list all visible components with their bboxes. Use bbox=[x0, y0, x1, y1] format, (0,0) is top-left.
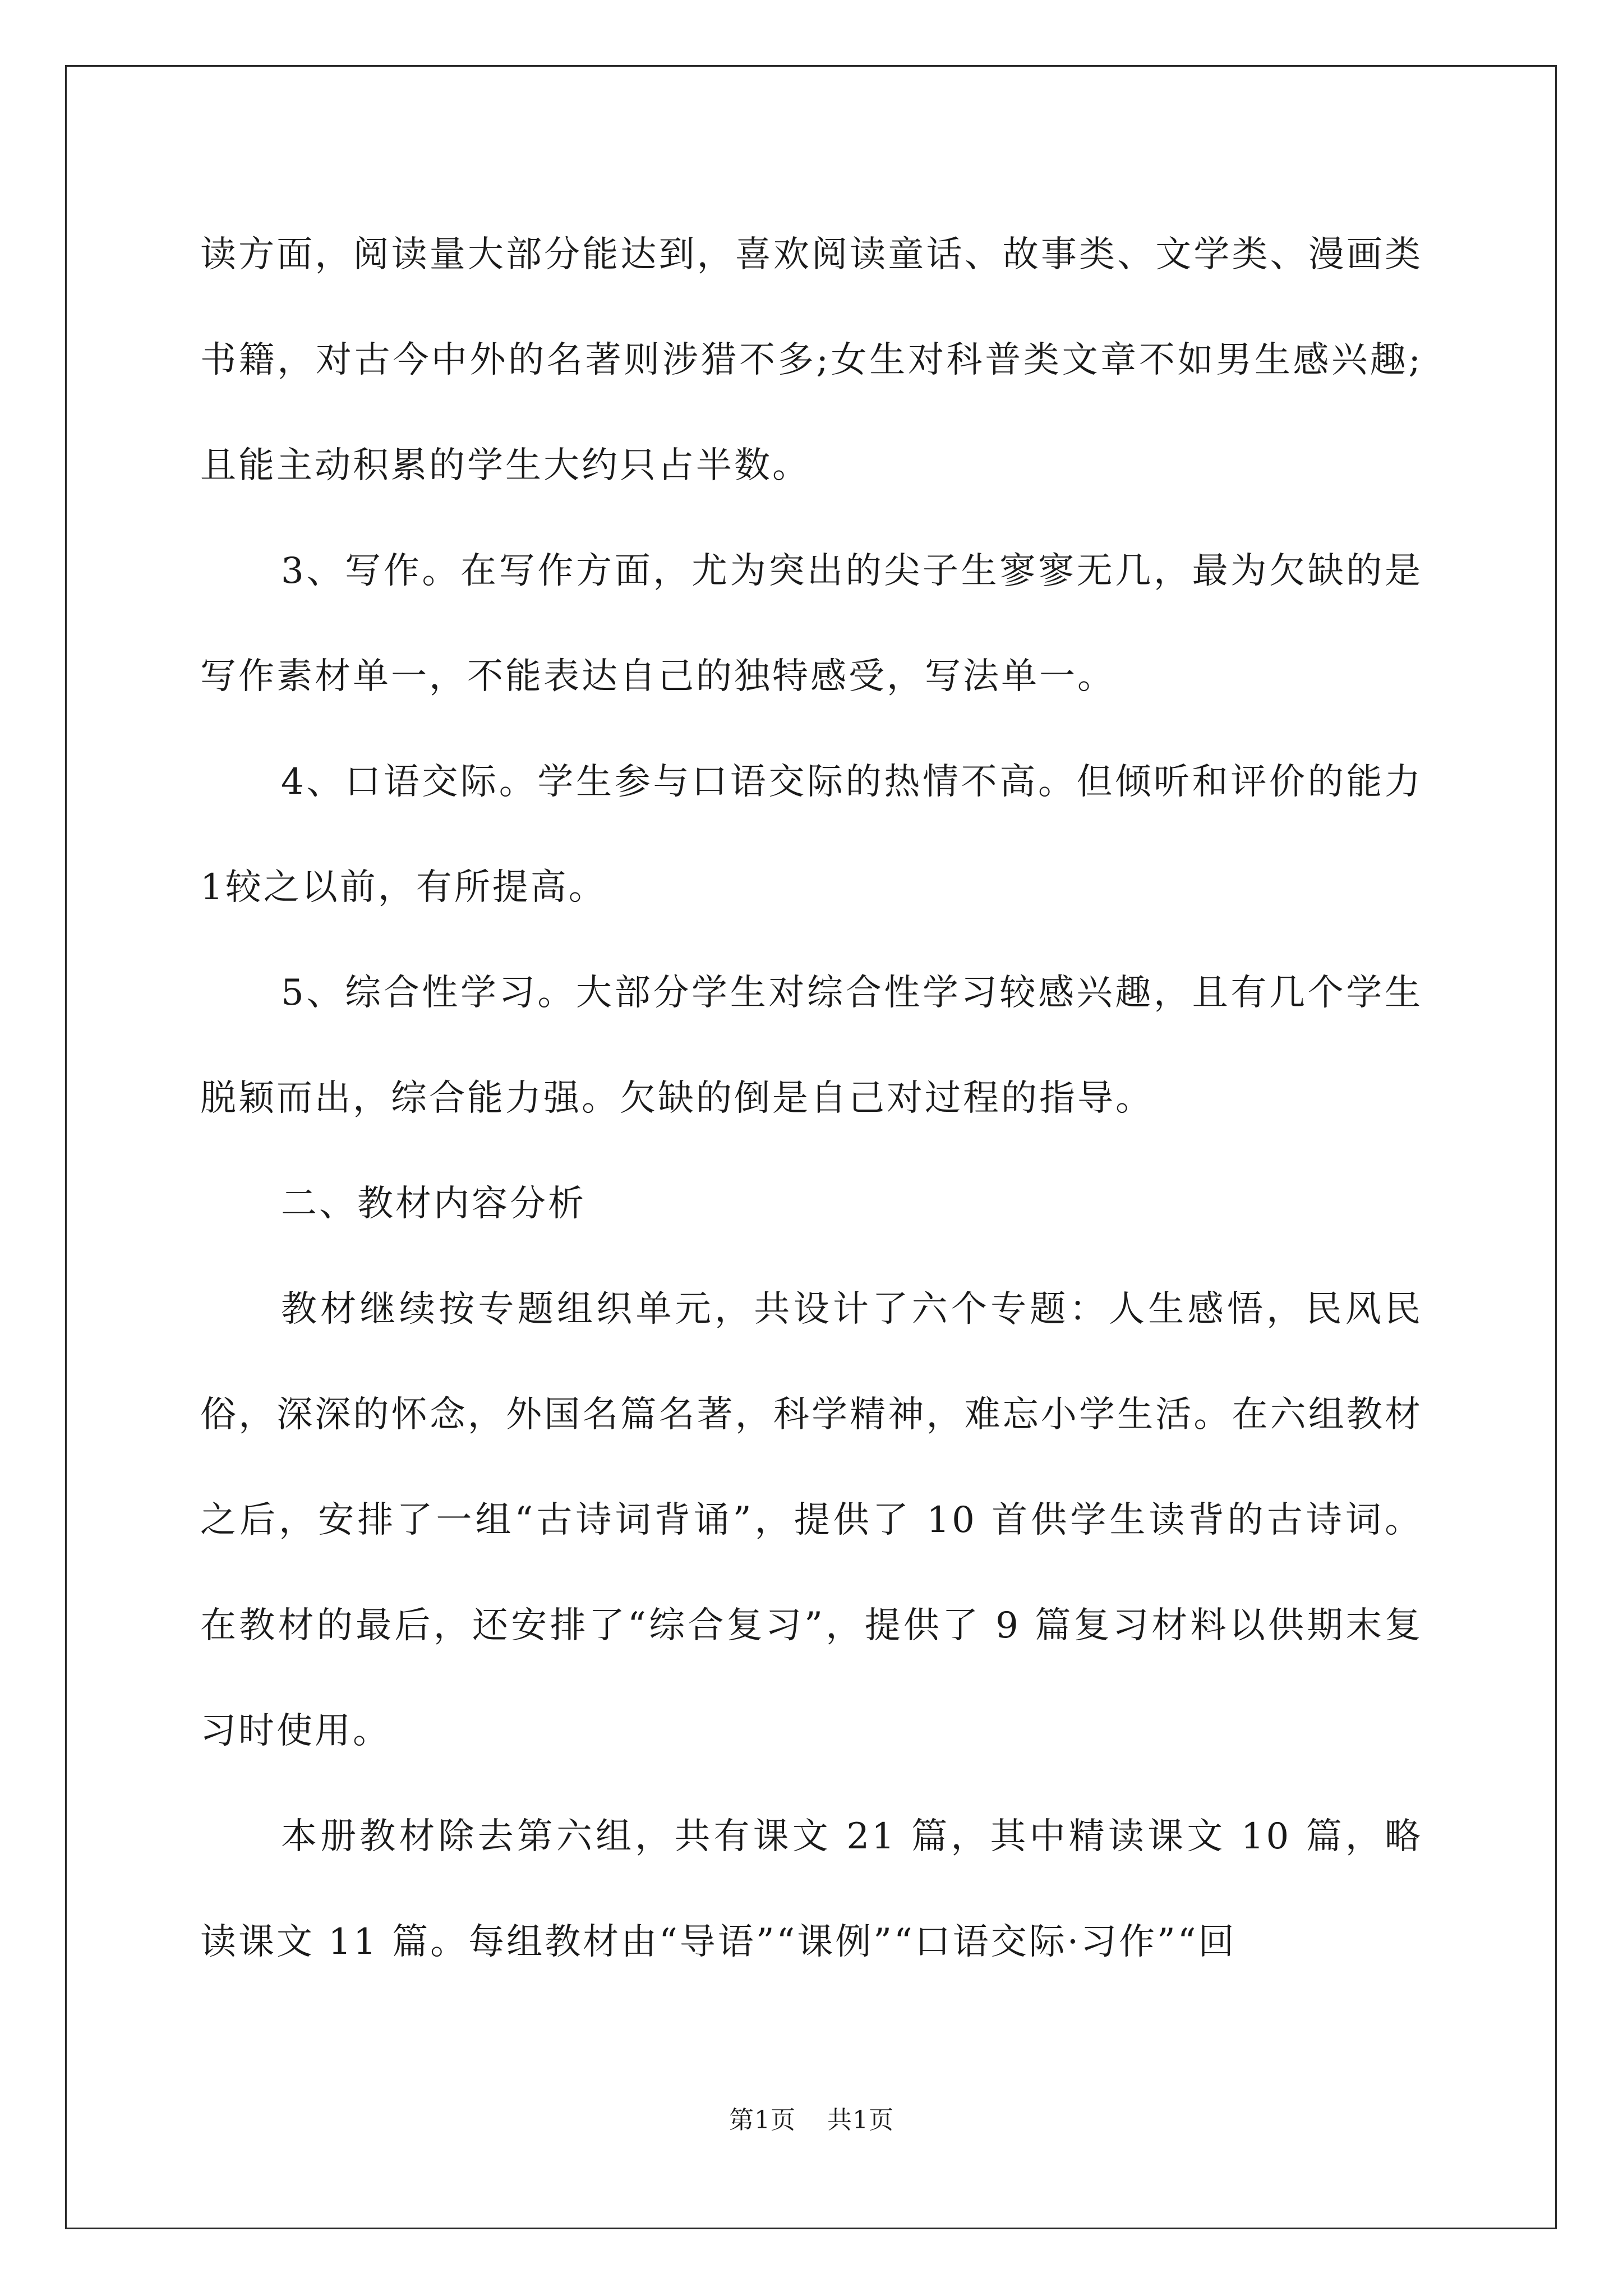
paragraph-textbook-structure: 本册教材除去第六组，共有课文 21 篇，其中精读课文 10 篇，略读课文 11 篇。每组教材由“导语”“课例”“口语交际·习作”“回 bbox=[200, 1816, 1423, 1963]
section-heading-textbook-analysis: 二、教材内容分析 bbox=[281, 1183, 586, 1225]
paragraph-comprehensive-learning: 5、综合性学习。大部分学生对综合性学习较感兴趣，且有几个学生脱颖而出，综合能力强。欠缺的倒是自己对过程的指导。 bbox=[200, 972, 1423, 1119]
paragraph-oral-communication: 4、口语交际。学生参与口语交际的热情不高。但倾听和评价的能力 1较之以前，有所提高。 bbox=[200, 761, 1423, 908]
paragraph-textbook-themes: 教材继续按专题组织单元，共设计了六个专题：人生感悟，民风民俗，深深的怀念，外国名篇名著，科学精神，难忘小学生活。在六组教材之后，安排了一组“古诗词背诵”，提供了 10 首供学生读背的古诗词。在教材的最后，还安排了“综合复习”，提供了 9 篇复习材料以供期末复习时使用。 bbox=[200, 1289, 1423, 1752]
page-total: 共1页 bbox=[827, 2106, 894, 2134]
paragraph-reading-continued: 读方面，阅读量大部分能达到，喜欢阅读童话、故事类、文学类、漫画类书籍，对古今中外的名著则涉猎不多;女生对科普类文章不如男生感兴趣;且能主动积累的学生大约只占半数。 bbox=[200, 234, 1423, 486]
paragraph-writing: 3、写作。在写作方面，尤为突出的尖子生寥寥无几，最为欠缺的是写作素材单一，不能表达自己的独特感受，写法单一。 bbox=[200, 550, 1423, 697]
page-footer bbox=[0, 2105, 1623, 2136]
page-number: 第1页 bbox=[729, 2106, 796, 2134]
document-body bbox=[200, 202, 1423, 1995]
